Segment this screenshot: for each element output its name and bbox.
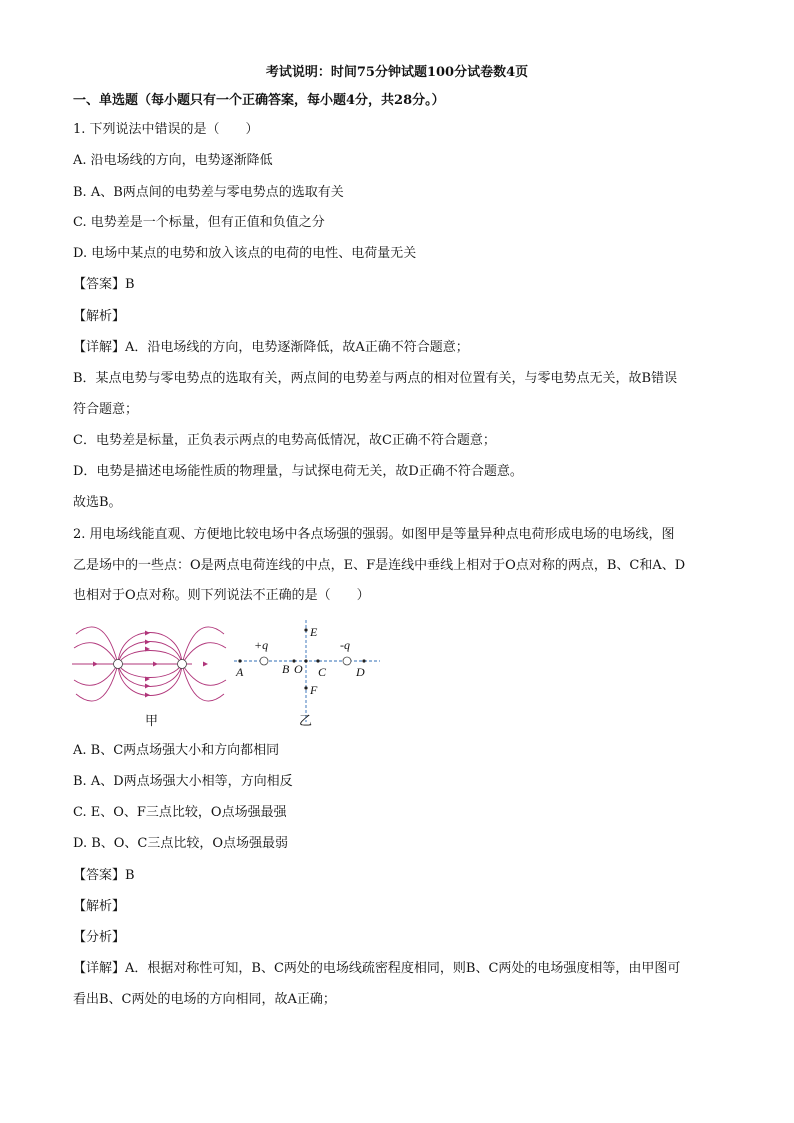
q1-detail-line: D．电势是描述电场能性质的物理量，与试探电荷无关，故D正确不符合题意。 bbox=[73, 464, 523, 479]
q2-fenxi: 【分析】 bbox=[73, 930, 126, 945]
q1-option-b: B. A、B两点间的电势差与零电势点的选取有关 bbox=[73, 185, 344, 200]
q1-stem: 1. 下列说法中错误的是（ ） bbox=[73, 122, 259, 137]
q2-detail-line: 【详解】A．根据对称性可知，B、C两处的电场线疏密程度相同，则B、C两处的电场强度相等，由甲图可 bbox=[73, 961, 681, 976]
q1-detail-line: 符合题意； bbox=[73, 402, 139, 417]
label-b: B bbox=[282, 662, 290, 676]
q1-analysis: 【解析】 bbox=[73, 309, 126, 324]
q1-option-a: A. 沿电场线的方向，电势逐渐降低 bbox=[73, 153, 273, 168]
q2-stem-line: 2. 用电场线能直观、方便地比较电场中各点场强的强弱。如图甲是等量异种点电荷形成电场的电场线，图 bbox=[73, 527, 675, 542]
q2-stem-line: 乙是场中的一些点：O是两点电荷连线的中点，E、F是连线中垂线上相对于O点对称的两点，B、C和A、D bbox=[73, 558, 686, 573]
q2-stem-line: 也相对于O点对称。则下列说法不正确的是（ ） bbox=[73, 588, 370, 603]
negative-charge-icon bbox=[178, 660, 187, 669]
q1-detail-line: B．某点电势与零电势点的选取有关，两点间的电势差与两点的相对位置有关，与零电势点无关，故B错误 bbox=[73, 371, 678, 386]
q1-option-c: C. 电势差是一个标量，但有正值和负值之分 bbox=[73, 215, 325, 230]
q1-detail-line: 【详解】A．沿电场线的方向，电势逐渐降低，故A正确不符合题意； bbox=[73, 340, 469, 355]
figure-caption-jia: 甲 bbox=[145, 714, 159, 729]
q2-analysis: 【解析】 bbox=[73, 899, 126, 914]
q1-option-d: D. 电场中某点的电势和放入该点的电荷的电性、电荷量无关 bbox=[73, 246, 417, 261]
field-diagram bbox=[68, 618, 388, 730]
q2-answer: 【答案】B bbox=[73, 868, 135, 883]
label-a: A bbox=[236, 665, 244, 679]
label-c: C bbox=[318, 665, 327, 679]
label-minus-q: -q bbox=[340, 638, 350, 652]
label-f: F bbox=[310, 683, 318, 697]
q1-detail-line: C．电势差是标量，正负表示两点的电势高低情况，故C正确不符合题意； bbox=[73, 433, 496, 448]
q2-option-d: D. B、O、C三点比较，O点场强最弱 bbox=[73, 836, 289, 851]
positive-charge-icon bbox=[114, 660, 123, 669]
label-e: E bbox=[310, 625, 318, 639]
q1-answer: 【答案】B bbox=[73, 277, 135, 292]
plus-q-charge-icon bbox=[260, 657, 268, 665]
label-plus-q: +q bbox=[254, 638, 269, 652]
exam-header: 考试说明：时间75分钟试题100分试卷数4页 bbox=[265, 65, 529, 80]
q2-option-b: B. A、D两点场强大小相等，方向相反 bbox=[73, 774, 293, 789]
field-figure bbox=[68, 618, 388, 730]
label-o: O bbox=[294, 662, 303, 676]
label-d: D bbox=[356, 665, 365, 679]
q1-conclusion: 故选B。 bbox=[73, 495, 122, 510]
minus-q-charge-icon bbox=[343, 657, 351, 665]
figure-caption-yi: 乙 bbox=[299, 714, 313, 729]
q2-detail-line: 看出B、C两处的电场的方向相同，故A正确； bbox=[73, 992, 336, 1007]
q2-option-a: A. B、C两点场强大小和方向都相同 bbox=[73, 743, 280, 758]
section-title: 一、单选题（每小题只有一个正确答案，每小题4分，共28分。） bbox=[73, 93, 445, 108]
q2-option-c: C. E、O、F三点比较，O点场强最强 bbox=[73, 805, 287, 820]
